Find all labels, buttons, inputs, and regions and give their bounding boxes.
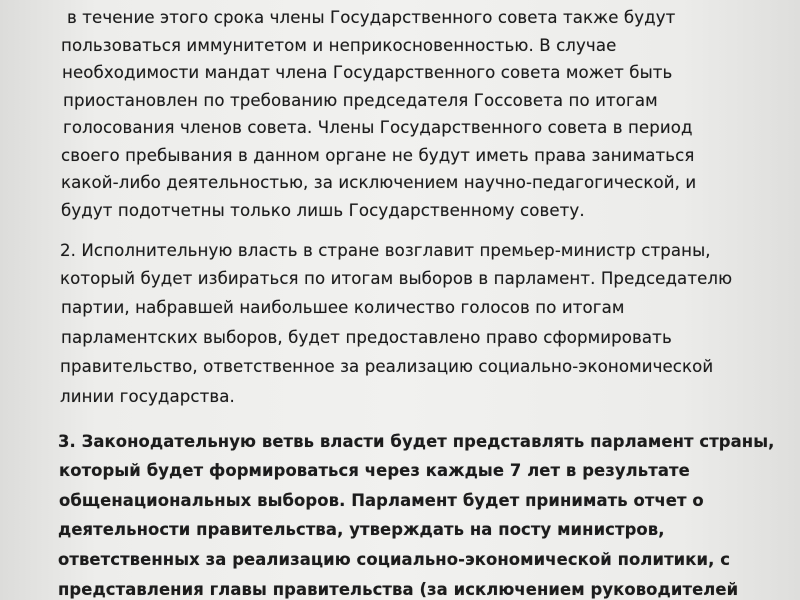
paragraph-2-line-3: партии, набравшей наибольшее количество голосов по итогам [61, 298, 625, 317]
paragraph-3-line-3: общенациональных выборов. Парламент будет принимать отчет о [59, 491, 704, 510]
paragraph-1-line-5: голосования членов совета. Члены Государственного совета в период [63, 118, 693, 137]
paragraph-2-line-1: 2. Исполнительную власть в стране возглавит премьер-министр страны, [60, 241, 711, 260]
paragraph-3-line-2: который будет формироваться через каждые 7 лет в результате [59, 461, 690, 480]
paragraph-1-line-2: пользоваться иммунитетом и неприкосновенностью. В случае [61, 36, 617, 55]
paragraph-2-line-2: который будет избираться по итогам выборов в парламент. Председателю [60, 269, 733, 288]
paragraph-3-line-6: представления главы правительства (за исключением руководителей [58, 580, 739, 599]
paragraph-3-line-5: ответственных за реализацию социально-экономической политики, с [58, 550, 731, 569]
paragraph-2-line-4: парламентских выборов, будет предоставлено право сформировать [61, 328, 672, 347]
paragraph-1-line-4: приостановлен по требованию председателя Госсовета по итогам [63, 91, 658, 110]
paragraph-1-line-6: своего пребывания в данном органе не будут иметь права заниматься [61, 146, 695, 165]
paragraph-1-line-3: необходимости мандат члена Государственного совета может быть [62, 63, 673, 82]
paragraph-3-line-1: 3. Законодательную ветвь власти будет представлять парламент страны, [58, 432, 775, 451]
paragraph-2-line-5: правительство, ответственное за реализацию социально-экономической [60, 357, 714, 376]
paragraph-1-line-1: в течение этого срока члены Государственного совета также будут [67, 8, 676, 27]
paragraph-1-line-8: будут подотчетны только лишь Государственному совету. [61, 201, 585, 220]
paragraph-2-line-6: линии государства. [60, 387, 235, 406]
paragraph-3-line-4: деятельности правительства, утверждать на посту министров, [58, 520, 665, 539]
paragraph-1-line-7: какой-либо деятельностью, за исключением научно-педагогической, и [61, 173, 697, 192]
